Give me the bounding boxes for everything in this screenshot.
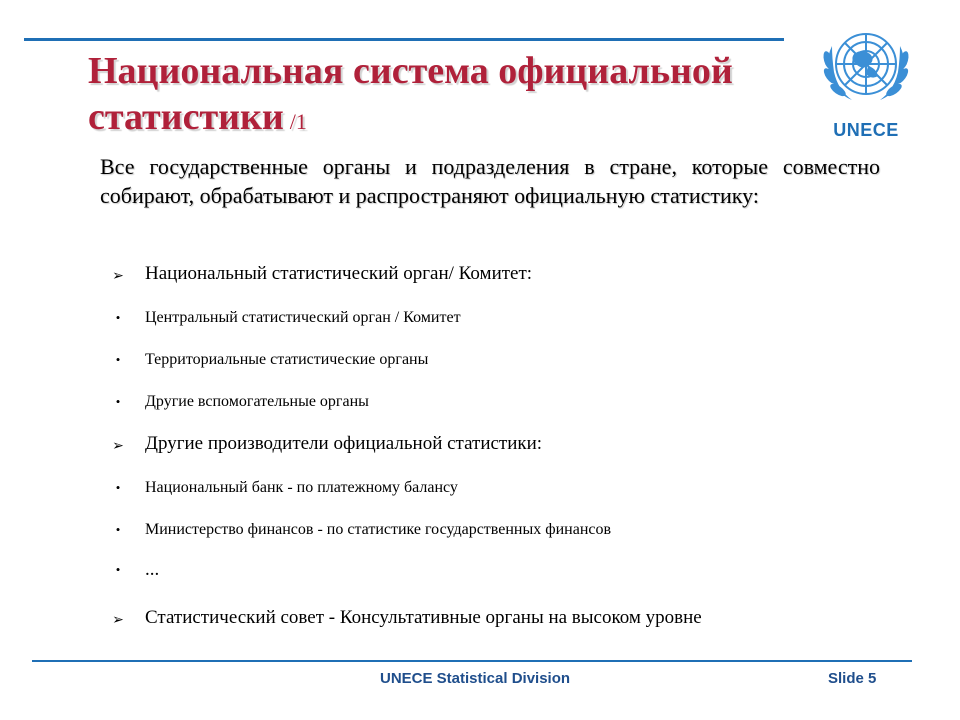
unece-logo [806,16,926,144]
lead-paragraph: Все государственные органы и подразделения в стране, которые совместно собирают, обрабатывают и распространяют официальную статистику: [100,154,880,208]
arrow-bullet-icon: ➢ [112,269,124,284]
footer-division: UNECE Statistical Division [380,670,571,687]
top-rule [24,38,784,41]
list-item-text: Другие вспомогательные органы [145,393,369,410]
list-item-text: Национальный статистический орган/ Комитет: [145,263,533,284]
slide-title [88,48,788,145]
footer-slide-number: Slide 5 [828,670,877,687]
dot-bullet-icon: • [115,394,121,409]
list-item-text: Министерство финансов - по статистике государственных финансов [145,521,612,538]
dot-bullet-icon: • [115,480,121,495]
list-item-text: Статистический совет - Консультативные органы на высоком уровне [145,607,702,628]
arrow-bullet-icon: ➢ [112,439,124,454]
bottom-rule [32,660,912,662]
title-text: Национальная система официальной статистики [88,50,733,138]
dot-bullet-icon: • [115,522,121,537]
list-item-text: Центральный статистический орган / Комитет [145,309,461,326]
list-item-text: Национальный банк - по платежному балансу [145,479,458,496]
dot-bullet-icon: • [115,310,121,325]
list-item-text: Территориальные статистические органы [145,351,429,368]
list-item-text: Другие производители официальной статистики: [145,433,543,454]
dot-bullet-icon: • [115,352,121,367]
logo-text: UNECE [833,120,899,140]
list-item-text: ... [145,559,160,580]
arrow-bullet-icon: ➢ [112,613,124,628]
title-suffix: /1 [289,109,307,134]
dot-bullet-icon: • [115,562,121,577]
un-emblem-icon [806,16,926,120]
